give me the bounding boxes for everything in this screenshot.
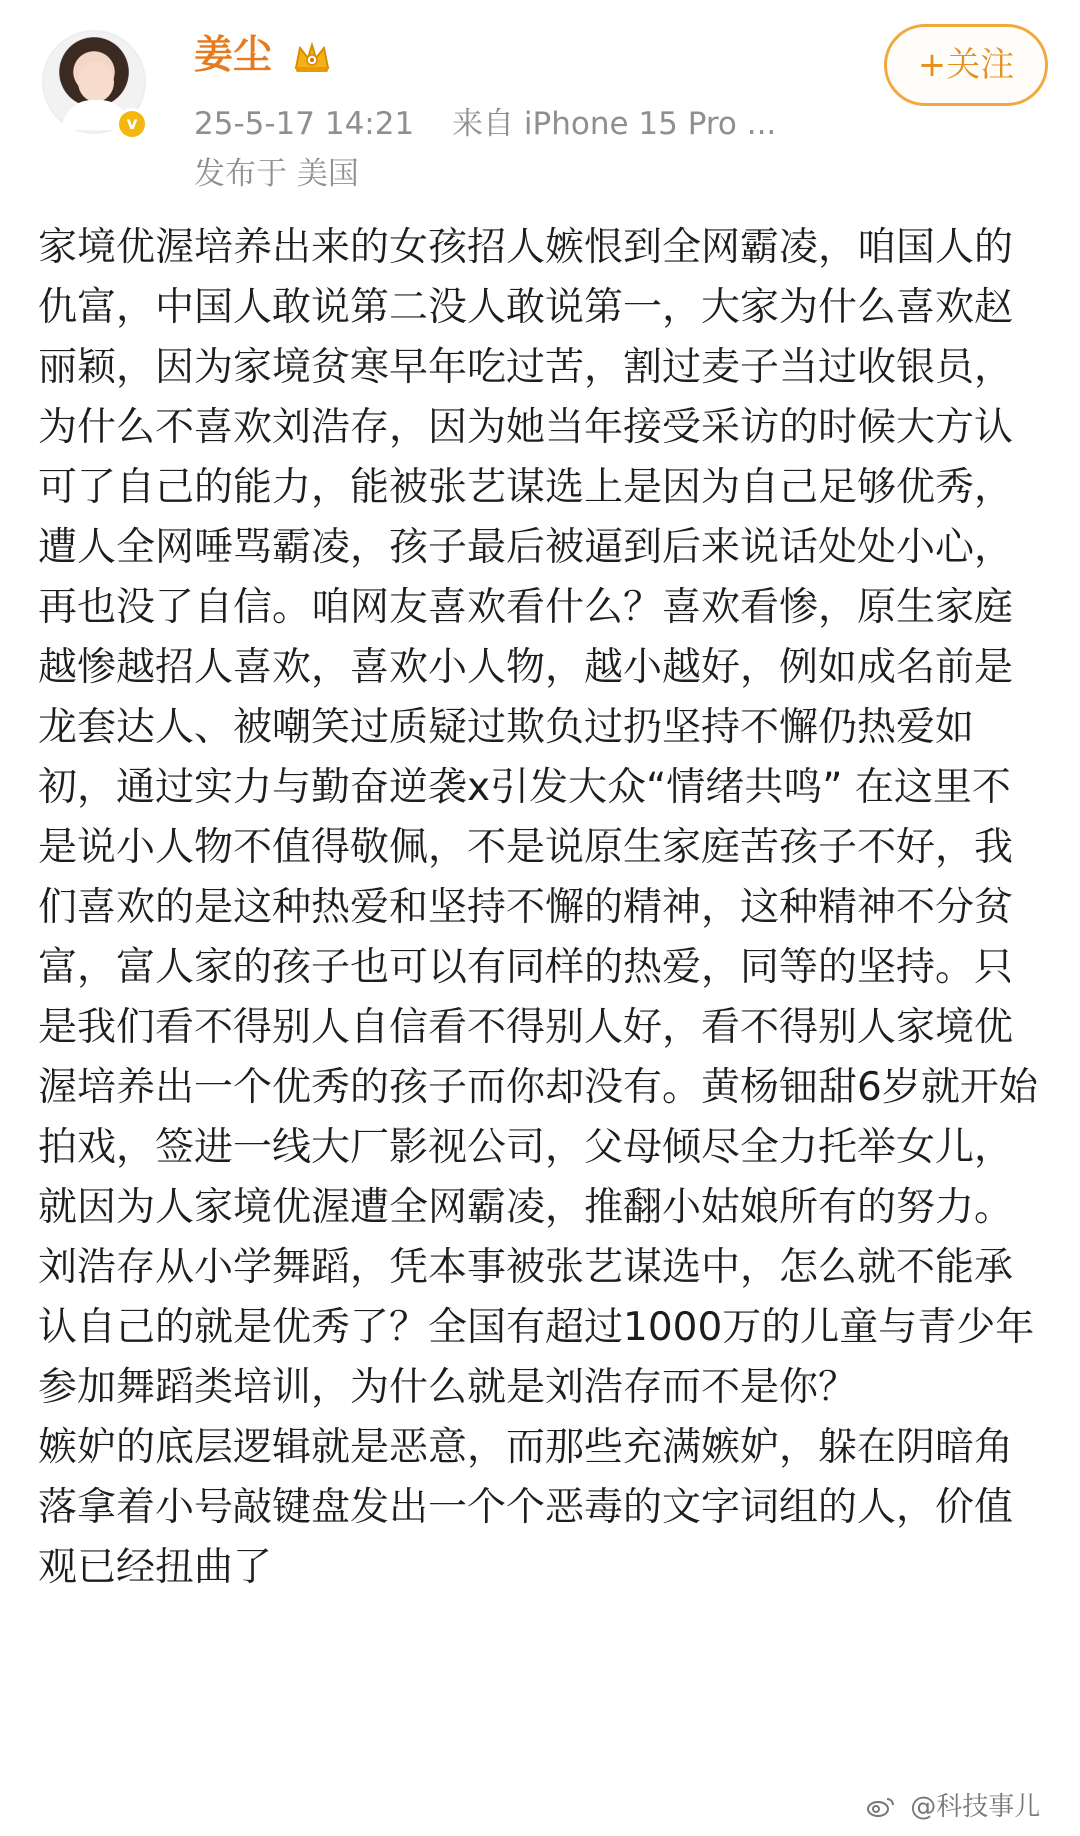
post-meta (194, 104, 776, 144)
post-body (38, 218, 1046, 1598)
crown-icon (292, 40, 332, 76)
username[interactable]: 姜尘 (194, 33, 273, 78)
watermark (866, 1790, 1040, 1824)
post-paragraph-2: 嫉妒的底层逻辑就是恶意，而那些充满嫉妒，躲在阴暗角落拿着小号敲键盘发出一个个恶毒的文字词组的人，价值观已经扭曲了 (38, 1425, 1014, 1590)
post-header (0, 0, 1080, 200)
post-source: 来自 iPhone 15 Pro ... (452, 106, 777, 142)
follow-button[interactable]: +关注 (884, 24, 1048, 106)
avatar-face (78, 62, 114, 102)
post-paragraph-1: 家境优渥培养出来的女孩招人嫉恨到全网霸凌，咱国人的仇富，中国人敢说第二没人敢说第一，大家为什么喜欢赵丽颖，因为家境贫寒早年吃过苦，割过麦子当过收银员，为什么不喜欢刘浩存，因为她当年接受采访的时候大方认可了自己的能力，能被张艺谋选上是因为自己足够优秀，遭人全网唾骂霸凌，孩子最后被逼到后来说话处处小心，再也没了自信。咱网友喜欢看什么？喜欢看惨，原生家庭越惨越招人喜欢，喜欢小人物，越小越好，例如成名前是龙套达人、被嘲笑过质疑过欺负过扔坚持不懈仍热爱如初，通过实力与勤奋逆袭x引发大众“情绪共鸣” 在这里不是说小人物不值得敬佩，不是说原生家庭苦孩子不好，我们喜欢的是这种热爱和坚持不懈的精神，这种精神不分贫富，富人家的孩子也可以有同样的热爱，同等的坚持。只是我们看不得别人自信看不得别人好，看不得别人家境优渥培养出一个优秀的孩子而你却没有。黄杨钿甜6岁就开始拍戏，签进一线大厂影视公司，父母倾尽全力托举女儿，就因为人家境优渥遭全网霸凌，推翻小姑娘所有的努力。刘浩存从小学舞蹈，凭本事被张艺谋选中，怎么就不能承认自己的就是优秀了？全国有超过1000万的儿童与青少年参加舞蹈类培训，为什么就是刘浩存而不是你？ (38, 225, 1038, 1410)
verified-badge-icon: v (116, 108, 148, 140)
post-timestamp: 25-5-17 14:21 (194, 106, 415, 142)
post-location: 发布于 美国 (194, 156, 359, 192)
watermark-text: @科技事儿 (910, 1792, 1041, 1822)
weibo-logo-icon (866, 1796, 896, 1818)
